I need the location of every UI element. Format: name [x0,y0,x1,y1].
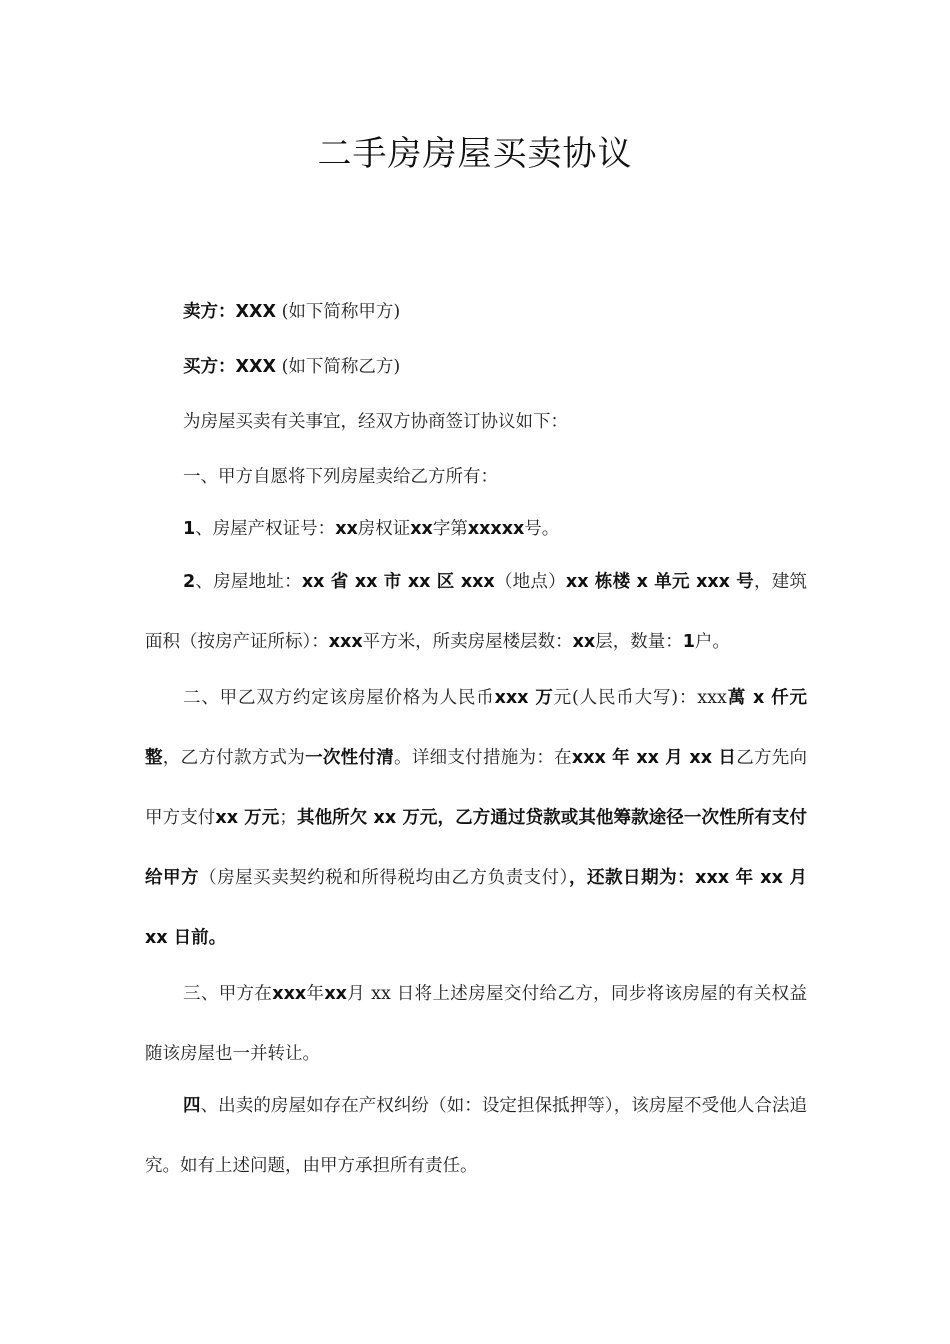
clause-1-item-1 [145,515,807,540]
seller-name: XXX [235,302,276,322]
due-date: ，还款日期为：xxx 年 xx 月 xx 日前。 [145,868,808,948]
clause-text: ，乙方付款方式为 [162,748,306,768]
document-title: 二手房房屋买卖协议 [317,134,633,174]
clause-3-paragraph [145,964,807,1084]
clause-text: 。详细支付措施为：在 [394,748,572,768]
clause-text: ； [279,808,297,828]
remaining-payment: 其他所欠 xx 万元，乙方通过贷款或其他筹款途径一次性所有支付给甲方 [145,808,808,888]
clause-text: 元(人民币大写)：xxx [553,688,727,708]
clause-text: 三、甲方在 [183,984,273,1004]
item-value: xx [410,519,433,539]
address-value: xx 省 xx 市 xx 区 xxx [301,572,495,592]
seller-label: 卖方： [183,302,236,322]
price-uppercase: 萬 x 仟元整 [145,688,807,768]
buyer-name: XXX [235,357,276,377]
item-text: 字第 [432,519,468,539]
clause-text: （房屋买卖契约税和所得税均由乙方负责支付） [199,868,569,888]
item-number: 2 [183,572,196,592]
year-value: xxx [272,984,307,1004]
address-value: xx 栋楼 x 单元 xxx 号 [565,572,755,592]
buyer-note: (如下简称乙方) [281,357,401,377]
seller-line [145,298,807,323]
clause-text: 二、甲乙双方约定该房屋价格为人民币 [183,688,495,708]
buyer-line [145,353,807,378]
item-text: 号。 [524,519,560,539]
item-text: 户。 [694,632,730,652]
item-value: xx [335,519,358,539]
price-value: xxx 万 [494,688,554,708]
clause-2-paragraph [145,668,807,968]
item-text: 、房屋产权证号： [195,519,336,539]
intro-paragraph: 为房屋买卖有关事宜，经双方协商签订协议如下： [183,412,568,432]
item-text: 房权证 [357,519,411,539]
item-text: 平方米，所卖房屋楼层数： [362,632,573,652]
floor-value: xx [572,632,596,652]
payment-date: xxx 年 xx 月 xx 日 [571,748,737,768]
clause-4-paragraph [145,1076,807,1196]
clause-number: 四 [183,1096,201,1116]
item-text: ，建筑面积（按房产证所标）： [145,572,808,652]
item-text: 、房屋地址： [195,572,302,592]
clause-1-item-2 [145,552,807,672]
item-number: 1 [183,519,196,539]
clause-1-heading: 一、甲方自愿将下列房屋卖给乙方所有： [183,467,498,487]
clause-text: 、出卖的房屋如存在产权纠纷（如：设定担保抵押等），该房屋不受他人合法追究。如有上述问题，由甲方承担所有责任。 [145,1096,808,1176]
area-value: xxx [328,632,363,652]
month-value: xx [324,984,347,1004]
payment-method: 一次性付清 [305,748,395,768]
quantity-value: 1 [682,632,695,652]
down-payment: xx 万元 [215,808,280,828]
buyer-label: 买方： [183,357,236,377]
item-text: （地点） [494,572,566,592]
item-value: xxxxx [467,519,525,539]
seller-note: (如下简称甲方) [281,302,401,322]
clause-text: 月 xx 日将上述房屋交付给乙方，同步将该房屋的有关权益随该房屋也一并转让。 [145,984,808,1064]
clause-text: 年 [306,984,325,1004]
item-text: 层，数量： [595,632,683,652]
clause-text: 乙方先向甲方支付 [145,748,808,828]
